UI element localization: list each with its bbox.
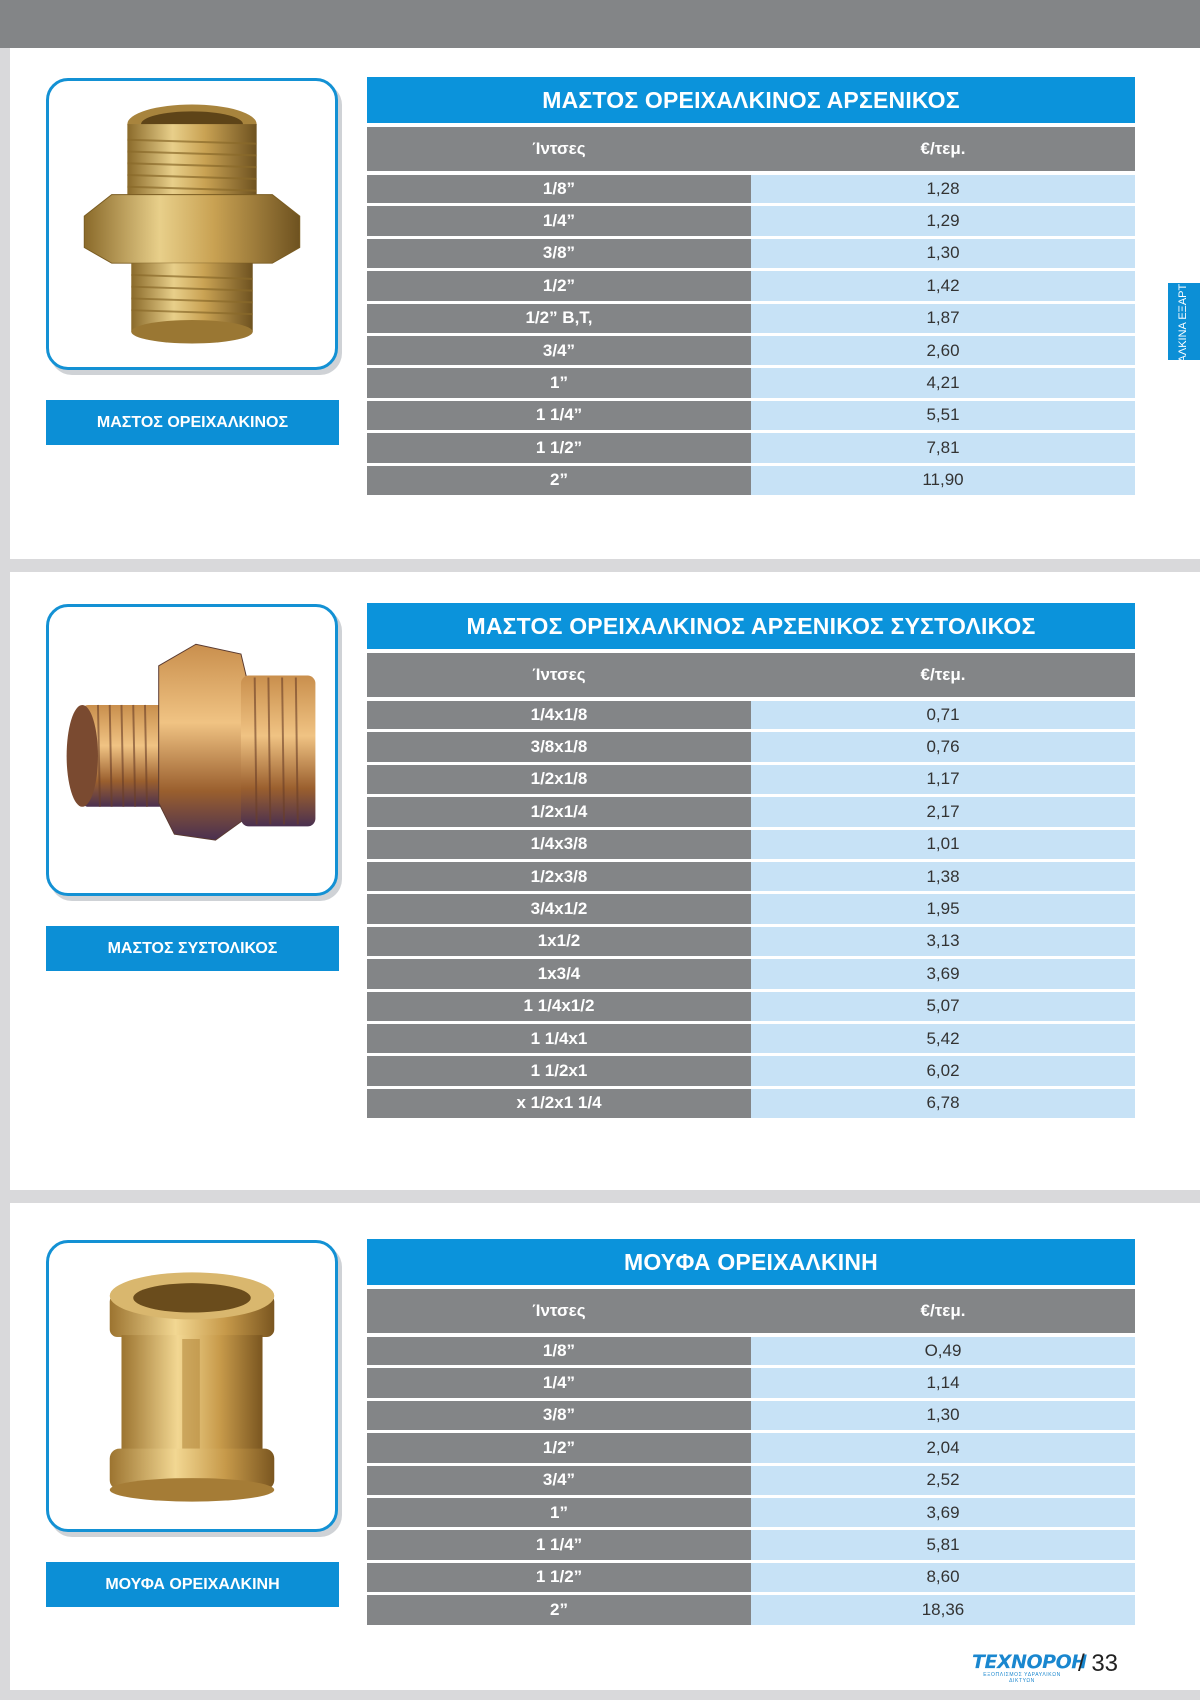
table-row [367,398,1135,430]
price-cell: 1,95 [751,894,1135,923]
table-row [367,762,1135,794]
price-cell: 1,42 [751,271,1135,300]
table-row [367,1495,1135,1527]
size-cell: 1 1/2x1 [367,1056,751,1085]
page-number: / 33 [1078,1650,1119,1677]
price-cell: 11,90 [751,466,1135,495]
size-cell: 3/4x1/2 [367,894,751,923]
price-cell: 18,36 [751,1595,1135,1624]
size-cell: 1x1/2 [367,927,751,956]
size-cell: 2” [367,466,751,495]
price-table-male-nipple [367,77,1135,495]
price-cell: 2,60 [751,336,1135,365]
size-cell: 1 1/4” [367,401,751,430]
size-cell: 1/4x1/8 [367,701,751,729]
brass-nipple-illustration [49,81,335,367]
table-header [367,653,1135,697]
price-cell: 3,69 [751,1498,1135,1527]
table-rows [367,171,1135,495]
size-cell: 3/4” [367,336,751,365]
table-row [367,1560,1135,1592]
price-cell: 1,28 [751,175,1135,203]
table-row [367,1086,1135,1118]
table-row [367,1053,1135,1085]
table-title: ΜΑΣΤΟΣ ΟΡΕΙΧΑΛΚΙΝΟΣ ΑΡΣΕΝΙΚΟΣ ΣΥΣΤΟΛΙΚΟΣ [367,603,1135,649]
table-row [367,1527,1135,1559]
table-row [367,171,1135,203]
price-cell: 8,60 [751,1563,1135,1592]
table-title: ΜΑΣΤΟΣ ΟΡΕΙΧΑΛΚΙΝΟΣ ΑΡΣΕΝΙΚΟΣ [367,77,1135,123]
price-cell: 2,04 [751,1433,1135,1462]
table-row [367,1592,1135,1624]
table-row [367,268,1135,300]
brass-socket-illustration [49,1243,335,1529]
price-cell: 1,29 [751,206,1135,235]
table-row [367,1430,1135,1462]
size-cell: 1/4” [367,1368,751,1397]
table-rows [367,697,1135,1118]
size-cell: 1/2x3/8 [367,862,751,891]
product-image-socket [46,1240,338,1532]
size-cell: 1/2x1/4 [367,797,751,826]
product-caption: ΜΟΥΦΑ ΟΡΕΙΧΑΛΚΙΝΗ [46,1562,339,1607]
table-row [367,203,1135,235]
table-row [367,1463,1135,1495]
size-cell: 3/4” [367,1466,751,1495]
size-cell: 1 1/4” [367,1530,751,1559]
size-cell: 1/8” [367,175,751,203]
price-cell: 7,81 [751,433,1135,462]
header-price: €/τεμ. [920,665,966,684]
table-row [367,1398,1135,1430]
side-tab[interactable] [1168,246,1200,397]
price-cell: 1,87 [751,304,1135,333]
brand-tagline: ΕΞΟΠΛΙΣΜΟΣ ΥΔΡΑΥΛΙΚΩΝ ΔΙΚΤΥΩΝ [983,1672,1061,1684]
table-row [367,729,1135,761]
table-row [367,859,1135,891]
table-row [367,365,1135,397]
price-cell: 0,76 [751,732,1135,761]
table-row [367,956,1135,988]
price-cell: 5,42 [751,1024,1135,1053]
table-row [367,236,1135,268]
table-row [367,924,1135,956]
product-caption: ΜΑΣΤΟΣ ΟΡΕΙΧΑΛΚΙΝΟΣ [46,400,339,445]
table-row [367,794,1135,826]
price-cell: 1,14 [751,1368,1135,1397]
size-cell: 3/8x1/8 [367,732,751,761]
size-cell: 1x3/4 [367,959,751,988]
price-cell: 1,30 [751,1401,1135,1430]
table-row [367,463,1135,495]
header-inches: Ίντσες [532,665,586,684]
size-cell: 1/4x3/8 [367,830,751,859]
brand-logo [972,1651,1087,1684]
size-cell: 1/2” [367,271,751,300]
header-price: €/τεμ. [920,1301,966,1320]
size-cell: 1 1/2” [367,1563,751,1592]
size-cell: 1/2” [367,1433,751,1462]
brass-reducing-nipple-illustration [49,607,335,893]
size-cell: 1 1/4x1 [367,1024,751,1053]
table-row [367,1021,1135,1053]
table-row [367,301,1135,333]
price-cell: 5,81 [751,1530,1135,1559]
price-cell: 5,07 [751,992,1135,1021]
price-cell: 5,51 [751,401,1135,430]
table-row [367,430,1135,462]
price-cell: 3,13 [751,927,1135,956]
header-inches: Ίντσες [532,1301,586,1320]
product-image-male-nipple [46,78,338,370]
size-cell: 3/8” [367,239,751,268]
price-cell: 2,52 [751,1466,1135,1495]
size-cell: 1 1/2” [367,433,751,462]
table-rows [367,1333,1135,1625]
size-cell: 3/8” [367,1401,751,1430]
price-cell: 0,71 [751,701,1135,729]
product-caption: ΜΑΣΤΟΣ ΣΥΣΤΟΛΙΚΟΣ [46,926,339,971]
price-table-reducing-nipple [367,603,1135,1118]
size-cell: 1” [367,1498,751,1527]
price-cell: 1,01 [751,830,1135,859]
size-cell: 1” [367,368,751,397]
table-row [367,891,1135,923]
price-cell: Ο,49 [751,1337,1135,1365]
price-table-socket [367,1239,1135,1625]
side-tab-label: ΟΡΕΙΧΑΛΚΙΝΑ ΕΞΑΡΤΗΜΑΤΑ [1177,246,1190,397]
price-cell: 3,69 [751,959,1135,988]
size-cell: 1/2x1/8 [367,765,751,794]
size-cell: 2” [367,1595,751,1624]
header-price: €/τεμ. [920,139,966,158]
table-row [367,697,1135,729]
table-row [367,1333,1135,1365]
price-cell: 1,30 [751,239,1135,268]
product-image-reducing-nipple [46,604,338,896]
size-cell: 1/8” [367,1337,751,1365]
table-header [367,127,1135,171]
size-cell: x 1/2x1 1/4 [367,1089,751,1118]
price-cell: 6,78 [751,1089,1135,1118]
header-inches: Ίντσες [532,139,586,158]
brand-name: ΤΕΧΝΟΡΟΗ [972,1651,1087,1673]
table-row [367,989,1135,1021]
price-cell: 1,17 [751,765,1135,794]
table-row [367,1365,1135,1397]
price-cell: 2,17 [751,797,1135,826]
price-cell: 4,21 [751,368,1135,397]
price-cell: 1,38 [751,862,1135,891]
top-bar [0,0,1200,48]
size-cell: 1/2” Β,Τ, [367,304,751,333]
table-row [367,333,1135,365]
table-row [367,827,1135,859]
size-cell: 1/4” [367,206,751,235]
size-cell: 1 1/4x1/2 [367,992,751,1021]
table-header [367,1289,1135,1333]
price-cell: 6,02 [751,1056,1135,1085]
table-title: ΜΟΥΦΑ ΟΡΕΙΧΑΛΚΙΝΗ [367,1239,1135,1285]
